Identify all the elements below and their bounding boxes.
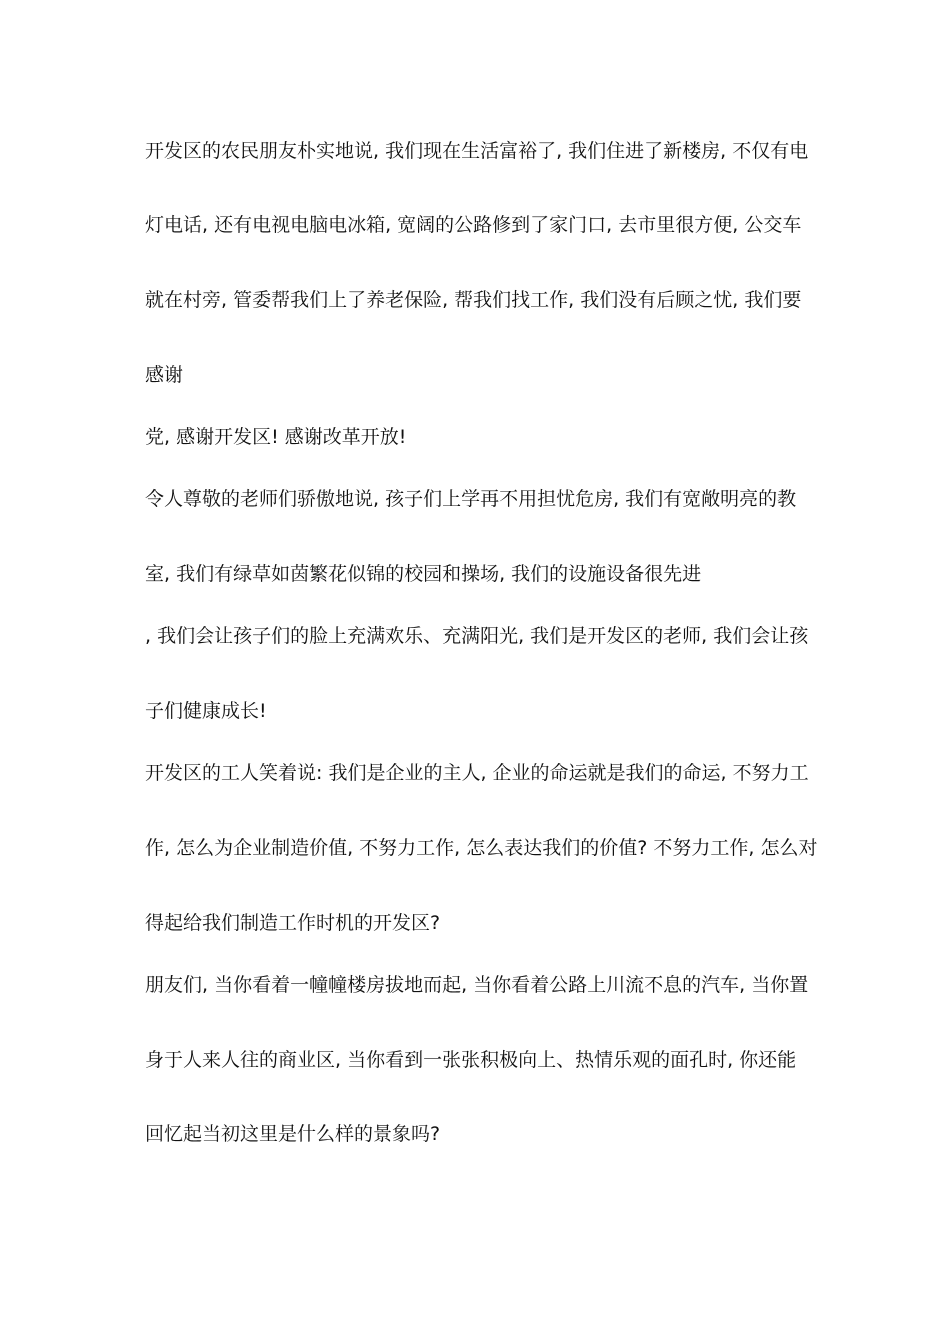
text-line: 得起给我们制造工作时机的开发区? [145,912,441,934]
text-line: 令人尊敬的老师们骄傲地说, 孩子们上学再不用担忧危房, 我们有宽敞明亮的教 [145,488,797,510]
text-line: 党, 感谢开发区! 感谢改革开放! [145,426,407,448]
text-line: 感谢 [145,364,184,386]
text-line: 就在村旁, 管委帮我们上了养老保险, 帮我们找工作, 我们没有后顾之忧, 我们要 [145,289,802,311]
text-line: 室, 我们有绿草如茵繁花似锦的校园和操场, 我们的设施设备很先进 [145,563,702,585]
text-line: 身于人来人往的商业区, 当你看到一张张积极向上、热情乐观的面孔时, 你还能 [145,1049,797,1071]
text-line: , 我们会让孩子们的脸上充满欢乐、充满阳光, 我们是开发区的老师, 我们会让孩 [145,625,809,647]
text-line: 朋友们, 当你看着一幢幢楼房拔地而起, 当你看着公路上川流不息的汽车, 当你置 [145,974,809,996]
text-line: 作, 怎么为企业制造价值, 不努力工作, 怎么表达我们的价值? 不努力工作, 怎么对 [145,837,818,859]
text-line: 开发区的农民朋友朴实地说, 我们现在生活富裕了, 我们住进了新楼房, 不仅有电 [145,140,809,162]
text-line: 灯电话, 还有电视电脑电冰箱, 宽阔的公路修到了家门口, 去市里很方便, 公交车 [145,214,802,236]
text-line: 回忆起当初这里是什么样的景象吗? [145,1123,441,1145]
text-line: 开发区的工人笑着说: 我们是企业的主人, 企业的命运就是我们的命运, 不努力工 [145,762,809,784]
text-line: 子们健康成长! [145,700,267,722]
